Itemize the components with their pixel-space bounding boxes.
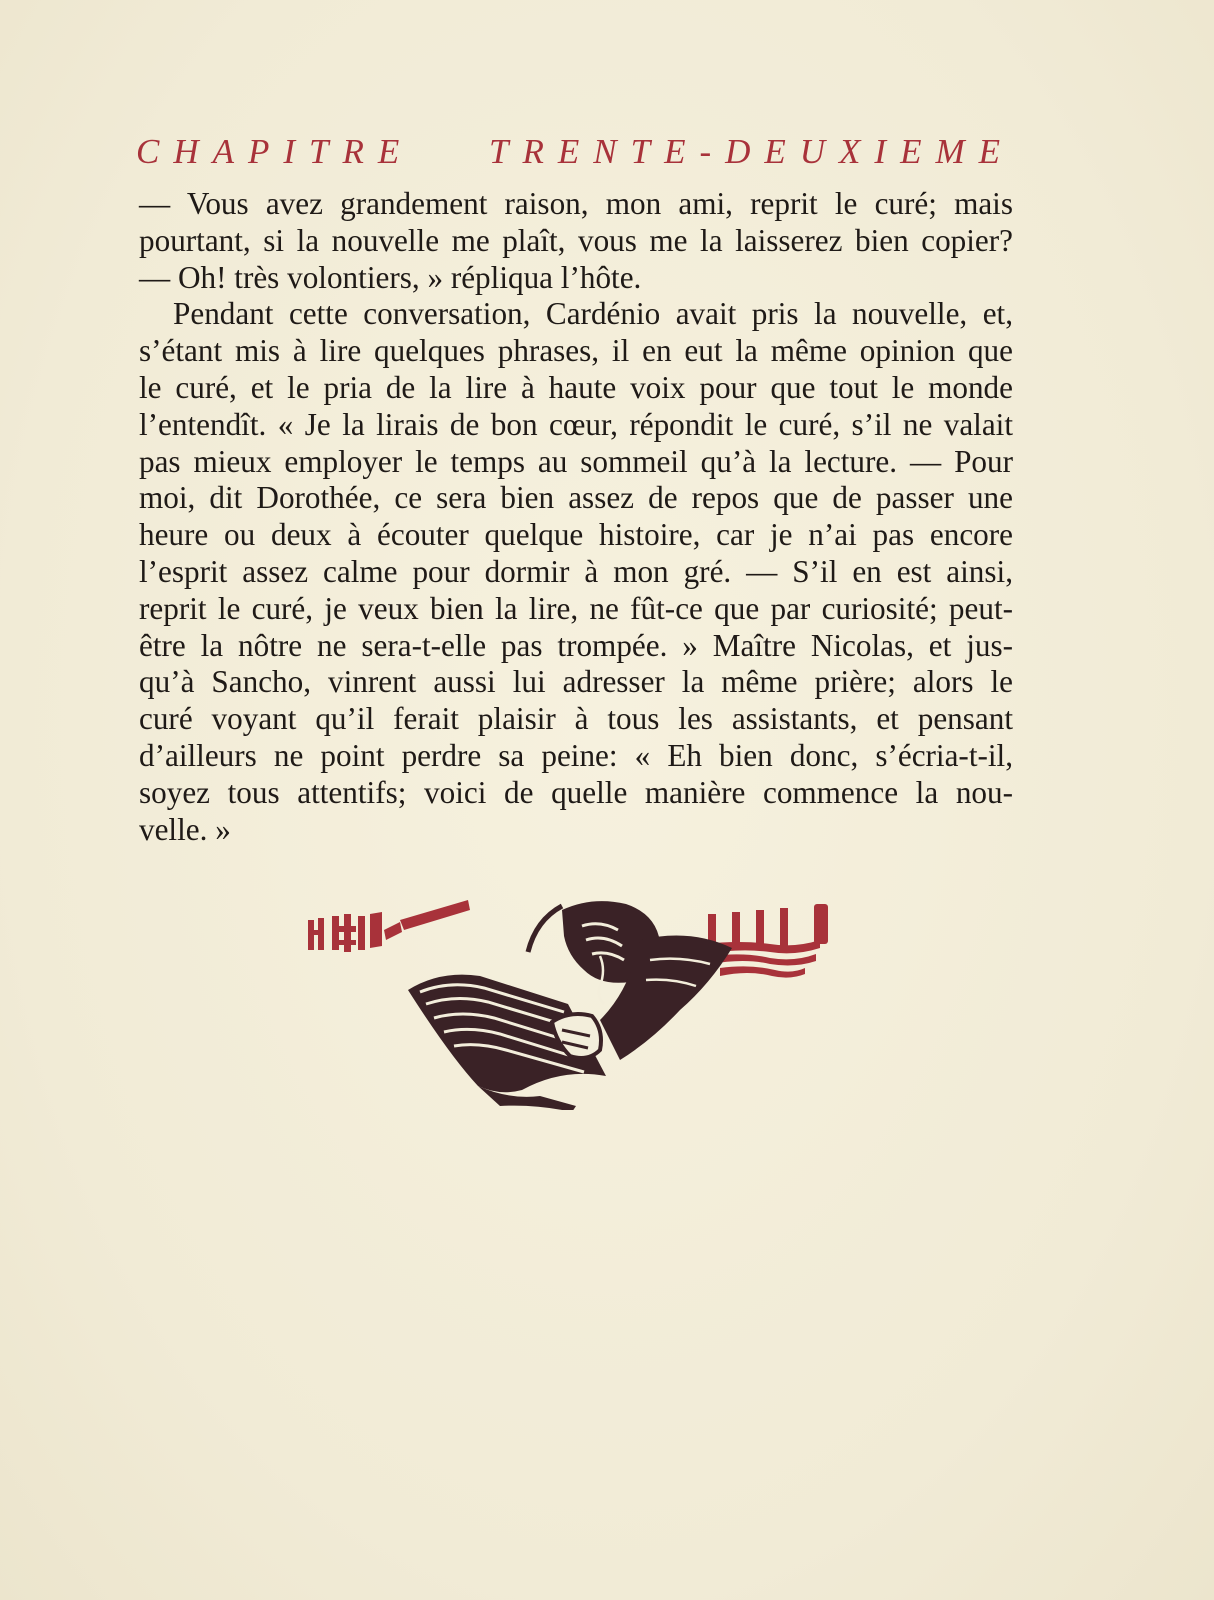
- chapter-word: CHAPITRE: [136, 132, 414, 171]
- text-line: — Vous avez grandement raison, mon ami, reprit le curé; mais: [139, 186, 1013, 221]
- text-line: velle. »: [139, 811, 231, 847]
- text-line: reprit le curé, je veux bien la lire, ne fût-ce que par curiosité; peut-: [139, 590, 1013, 626]
- text-line: soyez tous attentifs; voici de quelle manière commence la nou-: [139, 774, 1013, 810]
- chapter-number: TRENTE-DEUXIEME: [489, 132, 1014, 171]
- text-line: pourtant, si la nouvelle me plaît, vous me la laisserez bien copier?: [139, 222, 1013, 258]
- text-line: l’esprit assez calme pour dormir à mon gré. — S’il en est ainsi,: [139, 553, 1013, 589]
- left-balustrade-icon: [308, 900, 470, 952]
- text-line: qu’à Sancho, vinrent aussi lui adresser la même prière; alors le: [139, 664, 1013, 700]
- text-line: heure ou deux à écouter quelque histoire, car je n’ai pas encore: [139, 517, 1013, 553]
- text-line: curé voyant qu’il ferait plaisir à tous les assistants, et pensant: [139, 701, 1013, 737]
- text-line: l’entendît. « Je la lirais de bon cœur, répondit le curé, s’il ne valait: [139, 406, 1013, 442]
- text-line: Pendant cette conversation, Cardénio avait pris la nouvelle, et,: [173, 296, 1013, 332]
- text-line: — Oh! très volontiers, » répliqua l’hôte.: [139, 259, 642, 295]
- text-line: s’étant mis à lire quelques phrases, il en eut la même opinion que: [139, 333, 1013, 369]
- text-line: être la nôtre ne sera-t-elle pas trompée. » Maître Nicolas, et jus-: [139, 627, 1013, 663]
- text-line: d’ailleurs ne point perdre sa peine: « Eh bien donc, s’écria-t-il,: [139, 737, 1013, 773]
- reading-figure-ornament-icon: [300, 900, 860, 1110]
- text-line: pas mieux employer le temps au sommeil qu’à la lecture. — Pour: [139, 443, 1013, 479]
- chapter-heading: [136, 134, 1014, 169]
- reader-figure-icon: [408, 901, 732, 1110]
- right-balustrade-icon: [704, 904, 828, 978]
- text-line: le curé, et le pria de la lire à haute voix pour que tout le monde: [139, 369, 1013, 405]
- body-text: [139, 186, 1013, 848]
- text-line: moi, dit Dorothée, ce sera bien assez de repos que de passer une: [139, 480, 1013, 516]
